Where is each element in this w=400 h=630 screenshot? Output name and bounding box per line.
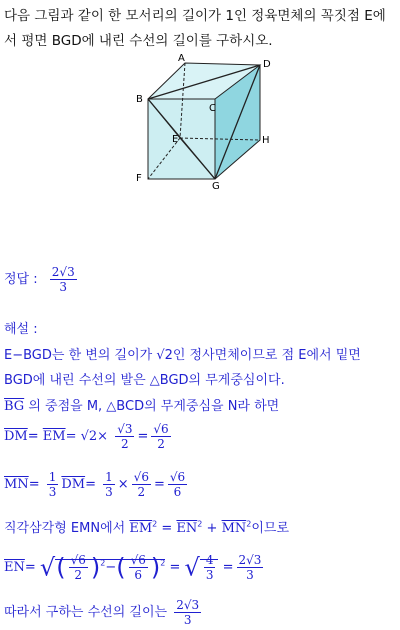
- answer-label: 정답 :: [4, 272, 38, 287]
- denominator: 2: [137, 485, 146, 499]
- final-text: 따라서 구하는 수선의 길이는: [4, 605, 168, 620]
- segment-EM: $\overline{EM}$: [129, 521, 153, 536]
- label-H: H: [262, 135, 270, 146]
- fraction: [174, 598, 201, 627]
- pythagoras-text: 직각삼각형 EMN에서: [4, 521, 126, 536]
- segment-EN: $\overline{EN}$: [4, 560, 25, 575]
- numerator: 1: [48, 470, 57, 484]
- question-line-1: 다음 그림과 같이 한 모서리의 길이가 1인 정육면체의 꼭짓점 E에: [4, 8, 386, 24]
- denominator: 6: [173, 485, 182, 499]
- final-answer-line: [4, 598, 204, 627]
- numerator: √6: [169, 470, 186, 484]
- answer-numerator: 2√3: [51, 265, 75, 279]
- solution-label: 해설 :: [4, 322, 38, 337]
- denominator: 3: [105, 485, 113, 499]
- fraction: [69, 553, 88, 582]
- numerator: √6: [153, 422, 169, 436]
- fraction: [129, 553, 148, 582]
- segment-DM: $\overline{DM}$: [4, 429, 28, 444]
- numerator: √3: [117, 422, 133, 436]
- fraction: [237, 553, 264, 582]
- solution-line-3: [4, 395, 279, 414]
- numerator: √6: [133, 470, 149, 484]
- segment-BG: $\overline{BG}$: [4, 399, 25, 414]
- label-F: F: [136, 173, 142, 184]
- label-G: G: [212, 181, 220, 190]
- segment-MN: $\overline{MN}$: [221, 521, 247, 536]
- numerator: 2√3: [176, 598, 200, 612]
- question-text: [4, 4, 396, 54]
- equation-mn: $\overline{MN}=$ $\frac{1}{3}$ $\overline{DM}=$ $\frac{1}{3}$ × $\frac{√6}{2}$ = $\frac{√6}{6}$: [4, 470, 186, 499]
- fraction: [151, 422, 170, 451]
- answer-line: [4, 265, 80, 294]
- cube-figure: [120, 50, 280, 190]
- segment-EM: $\overline{EM}$: [42, 429, 66, 444]
- denominator: 2: [157, 437, 165, 451]
- numerator: 2√3: [238, 553, 262, 567]
- numerator: 4: [205, 553, 214, 567]
- segment-DM: $\overline{DM}$: [61, 477, 86, 492]
- equation-en: $\overline{EN}=$ √( $\frac{√6}{2}$ )$^2$−( $\frac{√6}{6}$ )$^2$ = √ $\frac{4}{3}$ = $\frac{2√3}{3}$: [4, 553, 262, 582]
- equation-pythagoras: 직각삼각형 EMN에서 $\overline{EM}^2 = \overline{EN}^2 + \overline{MN}^2$이므로: [4, 519, 290, 536]
- numerator: 1: [105, 470, 113, 484]
- answer-denominator: 3: [59, 280, 68, 294]
- label-C: C: [209, 103, 216, 114]
- fraction: [204, 553, 216, 582]
- segment-MN: $\overline{MN}$: [4, 477, 29, 492]
- fraction: [115, 422, 134, 451]
- solution-line-2: BGD에 내린 수선의 발은 △BGD의 무게중심이다.: [4, 373, 285, 388]
- eq-sign: =: [27, 429, 43, 444]
- pythagoras-tail: 이므로: [251, 521, 290, 536]
- fraction: [103, 470, 115, 499]
- denominator: 6: [134, 568, 143, 582]
- denominator: 3: [183, 613, 192, 627]
- label-A: A: [178, 53, 185, 64]
- numerator: √6: [70, 553, 86, 567]
- eq-root2-times: = √2×: [65, 429, 109, 444]
- label-E: E: [172, 134, 179, 145]
- fraction: [132, 470, 151, 499]
- label-D: D: [263, 59, 271, 70]
- denominator: 2: [74, 568, 83, 582]
- solution-line-3-text: 의 중점을 M, △BCD의 무게중심을 N라 하면: [28, 399, 280, 414]
- answer-fraction: [50, 265, 77, 294]
- label-B: B: [136, 94, 143, 105]
- solution-line-1: E−BGD는 한 변의 길이가 √2인 정사면체이므로 점 E에서 밑면: [4, 348, 361, 363]
- fraction: [47, 470, 59, 499]
- question-line-2: 서 평면 BGD에 내린 수선의 길이를 구하시오.: [4, 33, 273, 49]
- numerator: √6: [130, 553, 146, 567]
- denominator: 3: [246, 568, 254, 582]
- denominator: 3: [205, 568, 214, 582]
- denominator: 2: [121, 437, 129, 451]
- fraction: [168, 470, 187, 499]
- segment-EN: $\overline{EN}$: [176, 521, 198, 536]
- equation-dm: $\overline{DM}= \overline{EM}= √2\times$ $\frac{√3}{2}$ = $\frac{√6}{2}$: [4, 422, 169, 451]
- denominator: 3: [48, 485, 57, 499]
